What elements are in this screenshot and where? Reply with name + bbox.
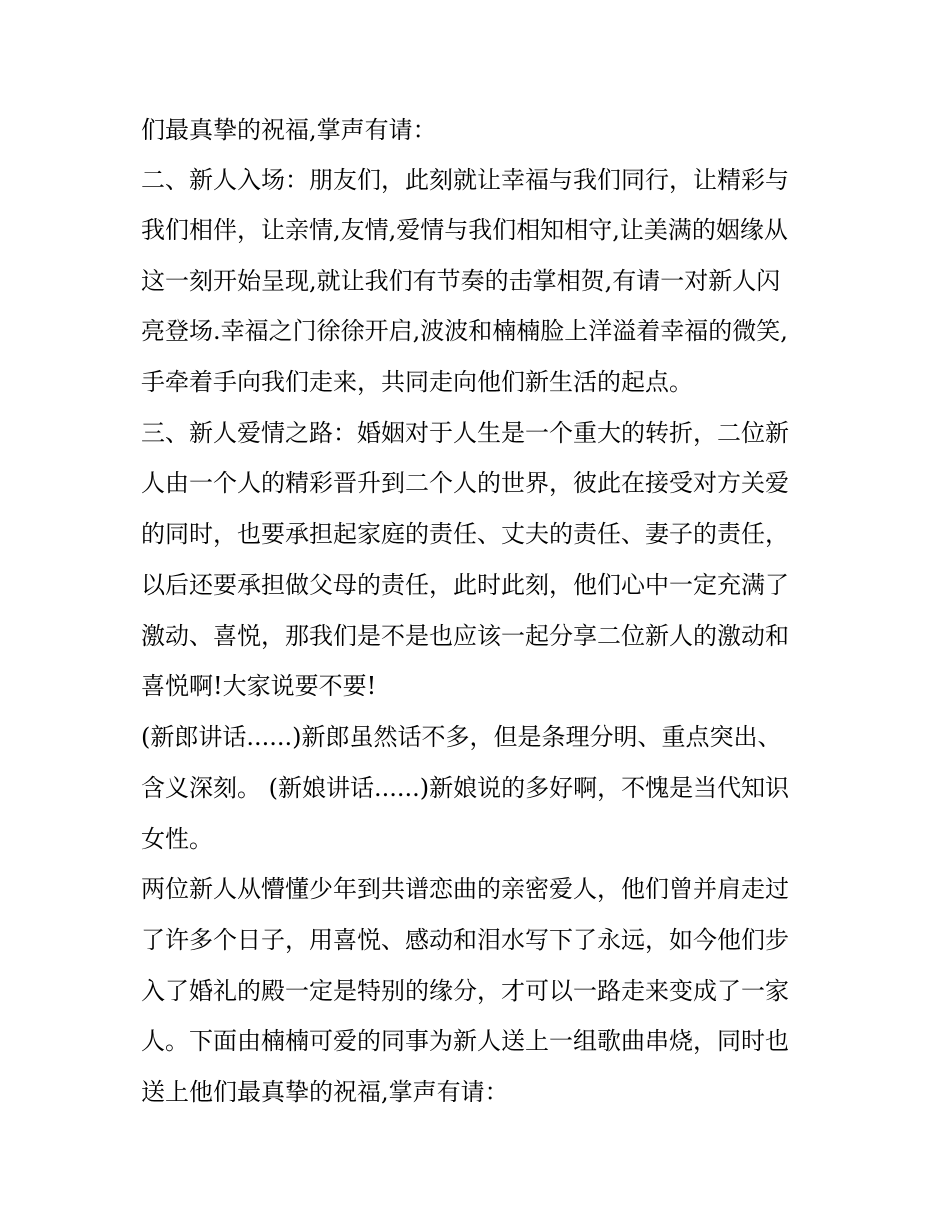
text-line: 送上他们最真挚的祝福,掌声有请： xyxy=(141,1078,509,1106)
text-line: 入了婚礼的殿一定是特别的缘分，才可以一路走来变成了一家 xyxy=(141,977,789,1005)
text-line: 女性。 xyxy=(141,825,213,853)
text-line: 三、新人爱情之路：婚姻对于人生是一个重大的转折，二位新 xyxy=(141,419,789,447)
text-line: 这一刻开始呈现,就让我们有节奏的击掌相贺,有请一对新人闪 xyxy=(141,267,781,295)
text-line: 含义深刻。 (新娘讲话......)新娘说的多好啊，不愧是当代知识 xyxy=(141,774,790,802)
text-line: 亮登场.幸福之门徐徐开启,波波和楠楠脸上洋溢着幸福的微笑, xyxy=(141,317,788,345)
text-line: 手牵着手向我们走来，共同走向他们新生活的起点。 xyxy=(141,368,693,396)
text-line: 们最真挚的祝福,掌声有请： xyxy=(141,116,437,144)
text-line: 喜悦啊!大家说要不要! xyxy=(141,672,377,700)
text-line: 的同时，也要承担起家庭的责任、丈夫的责任、妻子的责任， xyxy=(141,520,789,548)
text-line: 两位新人从懵懂少年到共谱恋曲的亲密爱人，他们曾并肩走过 xyxy=(141,875,789,903)
text-line: 了许多个日子，用喜悦、感动和泪水写下了永远，如今他们步 xyxy=(141,926,789,954)
text-line: (新郎讲话......)新郎虽然话不多，但是条理分明、重点突出、 xyxy=(141,723,782,751)
text-line: 二、新人入场：朋友们，此刻就让幸福与我们同行，让精彩与 xyxy=(141,166,789,194)
text-line: 人由一个人的精彩晋升到二个人的世界，彼此在接受对方关爱 xyxy=(141,469,789,497)
text-line: 我们相伴，让亲情,友情,爱情与我们相知相守,让美满的姻缘从 xyxy=(141,216,788,244)
text-line: 以后还要承担做父母的责任，此时此刻，他们心中一定充满了 xyxy=(141,571,789,599)
text-line: 激动、喜悦，那我们是不是也应该一起分享二位新人的激动和 xyxy=(141,622,789,650)
text-line: 人。下面由楠楠可爱的同事为新人送上一组歌曲串烧，同时也 xyxy=(141,1027,789,1055)
